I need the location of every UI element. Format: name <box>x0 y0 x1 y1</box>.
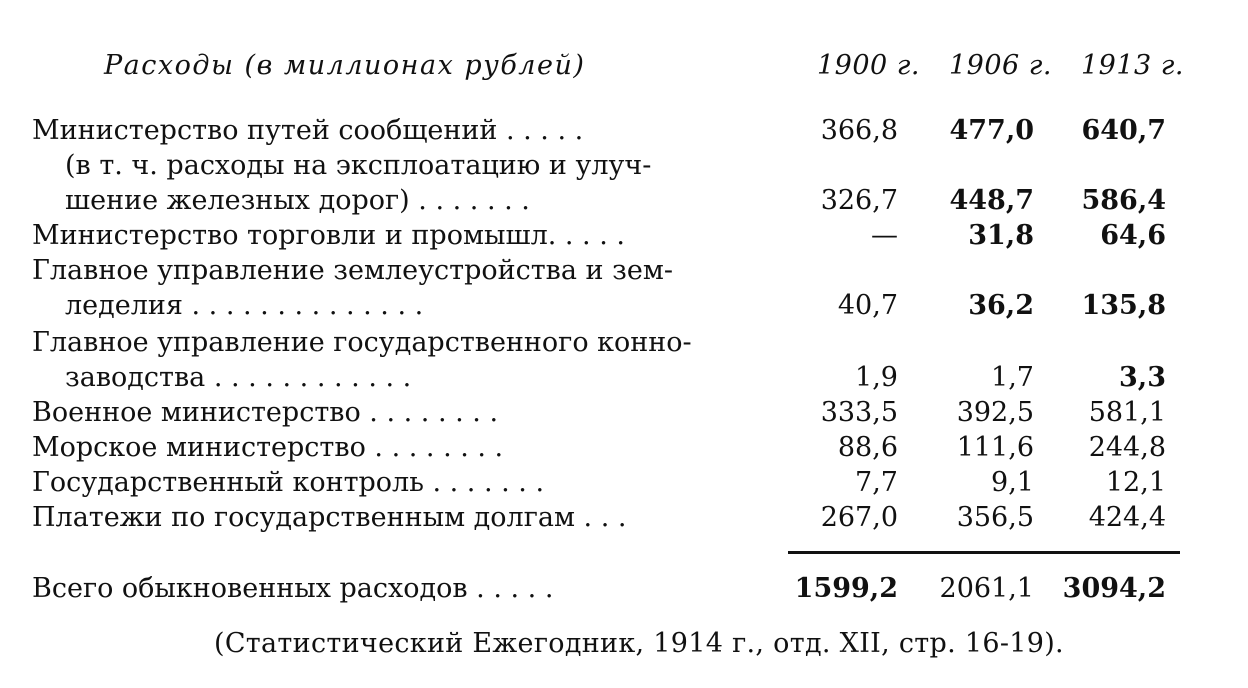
value-1913: 640,7 <box>1081 115 1166 146</box>
row-label: Главное управление государственного конно- <box>32 327 692 358</box>
value-1913: 586,4 <box>1081 185 1166 216</box>
value-1900: 40,7 <box>837 290 898 321</box>
column-header-1900: 1900 г. <box>816 50 920 81</box>
row-label: шение железных дорог) . . . . . . . <box>65 185 530 216</box>
source-citation: (Статистический Ежегодник, 1914 г., отд. XII, стр. 16-19). <box>214 628 1064 659</box>
row-label: заводства . . . . . . . . . . . . <box>65 362 412 393</box>
row-label: Министерство торговли и промышл. . . . . <box>32 220 625 251</box>
row-label: (в т. ч. расходы на эксплоатацию и улуч- <box>65 150 652 181</box>
value-1900: 7,7 <box>855 467 898 498</box>
value-1906: 392,5 <box>956 397 1034 428</box>
value-1913: 424,4 <box>1088 502 1166 533</box>
value-1906: 9,1 <box>991 467 1034 498</box>
row-label: Министерство путей сообщений . . . . . <box>32 115 584 146</box>
row-label: Главное управление землеустройства и зем- <box>32 255 673 286</box>
value-1900: 88,6 <box>837 432 898 463</box>
value-1913: 135,8 <box>1081 290 1166 321</box>
value-1906: 448,7 <box>949 185 1034 216</box>
value-1913: 3,3 <box>1119 362 1166 393</box>
row-label: Морское министерство . . . . . . . . <box>32 432 504 463</box>
value-1913: 12,1 <box>1105 467 1166 498</box>
value-1913: 581,1 <box>1088 397 1166 428</box>
total-1913: 3094,2 <box>1062 573 1166 604</box>
row-label: Платежи по государственным долгам . . . <box>32 502 627 533</box>
value-1913: 64,6 <box>1100 220 1166 251</box>
total-1900: 1599,2 <box>794 573 898 604</box>
value-1906: 31,8 <box>968 220 1034 251</box>
row-label: Военное министерство . . . . . . . . <box>32 397 499 428</box>
value-1913: 244,8 <box>1088 432 1166 463</box>
value-1906: 36,2 <box>968 290 1034 321</box>
value-1906: 111,6 <box>956 432 1034 463</box>
column-header-1913: 1913 г. <box>1080 50 1184 81</box>
row-label: леделия . . . . . . . . . . . . . . <box>65 290 424 321</box>
value-1900: 333,5 <box>820 397 898 428</box>
total-1906: 2061,1 <box>939 573 1034 604</box>
value-1900: 326,7 <box>820 185 898 216</box>
value-1900: — <box>871 220 898 251</box>
value-1900: 366,8 <box>820 115 898 146</box>
value-1906: 356,5 <box>956 502 1034 533</box>
value-1900: 1,9 <box>855 362 898 393</box>
total-separator-rule <box>788 551 1180 554</box>
table-header-label: Расходы (в миллионах рублей) <box>104 50 586 81</box>
total-label: Всего обыкновенных расходов . . . . . <box>32 573 554 604</box>
value-1906: 477,0 <box>949 115 1034 146</box>
value-1906: 1,7 <box>991 362 1034 393</box>
value-1900: 267,0 <box>820 502 898 533</box>
row-label: Государственный контроль . . . . . . . <box>32 467 545 498</box>
column-header-1906: 1906 г. <box>948 50 1052 81</box>
